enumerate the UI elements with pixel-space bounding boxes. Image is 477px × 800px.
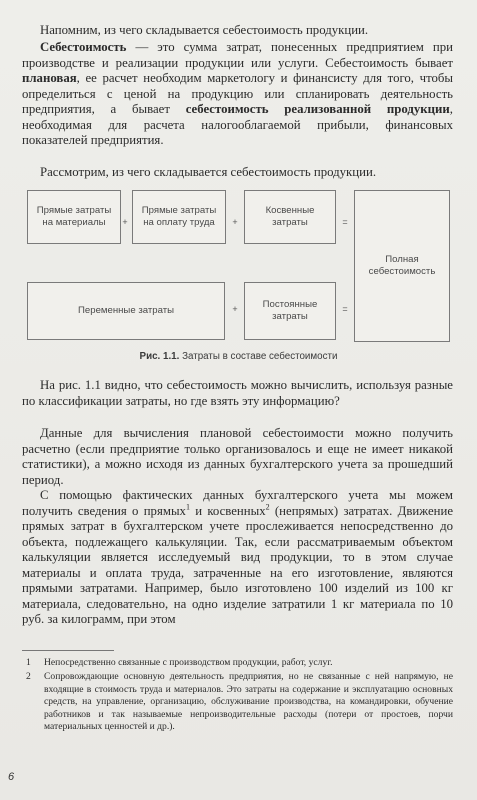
- box-indirect: Косвенные затраты: [244, 190, 336, 244]
- footnote-ref-1: 1: [185, 502, 190, 512]
- paragraph-definition: Себестоимость — это сумма затрат, понесенных предприятием при производстве и реализации продукции или услуги. Себестоимость бывает плановая, ее расчет необходим маркетологу и финансисту для того, чтобы определиться с ценой на продукцию или спланировать деятельность предприятия, а бывает себестоимость реализованной продукции, необходимая для расчета налогооблагаемой прибыли, финансовых показателей предприятия.: [22, 40, 453, 147]
- paragraph-intro: Напомним, из чего складывается себестоимость продукции.: [40, 23, 369, 37]
- footnote-1: 1 Непосредственно связанные с производством продукции, работ, услуг.: [26, 657, 333, 668]
- term-realized-cost: себестоимость реализованной продукции: [185, 102, 450, 116]
- plus-sign: +: [232, 217, 238, 227]
- box-fixed: Постоянные затраты: [244, 282, 336, 340]
- box-direct-materials: Прямые затраты на материалы: [27, 190, 121, 244]
- plus-sign: +: [122, 217, 128, 227]
- footnote-ref-2: 2: [265, 502, 270, 512]
- term-planned: плановая: [22, 71, 77, 85]
- footnote-divider: [22, 650, 114, 651]
- term-cost: Себестоимость: [40, 40, 127, 54]
- page-number: 6: [8, 771, 15, 783]
- box-direct-labor: Прямые затраты на оплату труда: [132, 190, 226, 244]
- plus-sign: +: [232, 304, 238, 314]
- paragraph-accounting: С помощью фактических данных бухгалтерского учета мы можем получить сведения о прямых$^1$ и косвенных$^2$ (непрямых) затратах. Движение прямых затрат в бухгалтерском учете прослеживается непосредственно до объекта, подлежащего калькуляции. Так, если рассматриваемым объектом калькуляции является исследуемый вид продукции, то в этом случае материалы и оплата труда, затраченные на его изготовление, являются прямыми затратами. Например, было изготовлено 100 изделий из 100 кг материала, следовательно, на одно изделие затратили 1 кг материала по 10 руб. за килограмм, при этом: [22, 488, 453, 626]
- paragraph-planned-data: Данные для вычисления плановой себестоимости можно получить расчетно (если предприятие только организовалось и еще не имеет никакой статистики), а можно исходя из данных бухгалтерского учета за прошедший период.: [22, 426, 453, 487]
- equals-sign: =: [342, 217, 348, 227]
- paragraph-consider: Рассмотрим, из чего складывается себестоимость продукции.: [40, 165, 377, 179]
- footnote-2: 2 Сопровождающие основную деятельность предприятия, но не связанные с ней напрямую, не входящие в стоимость труда и материалов. Это затраты на содержание и эксплуатацию основных средств, на управление, организацию, обслуживание производства, на командировки, обучение работников и так называемые непроизводительные расходы (потери от простоев, порчи материальных ценностей и др.).: [26, 671, 453, 733]
- box-variable: Переменные затраты: [27, 282, 225, 340]
- paragraph-figure-ref: На рис. 1.1 видно, что себестоимость можно вычислить, используя разные по классификации затраты, но где взять эту информацию?: [22, 378, 453, 408]
- box-full-cost: Полная себестоимость: [354, 190, 450, 342]
- figure-caption: Рис. 1.1. Затраты в составе себестоимости: [139, 351, 338, 362]
- equals-sign: =: [342, 304, 348, 314]
